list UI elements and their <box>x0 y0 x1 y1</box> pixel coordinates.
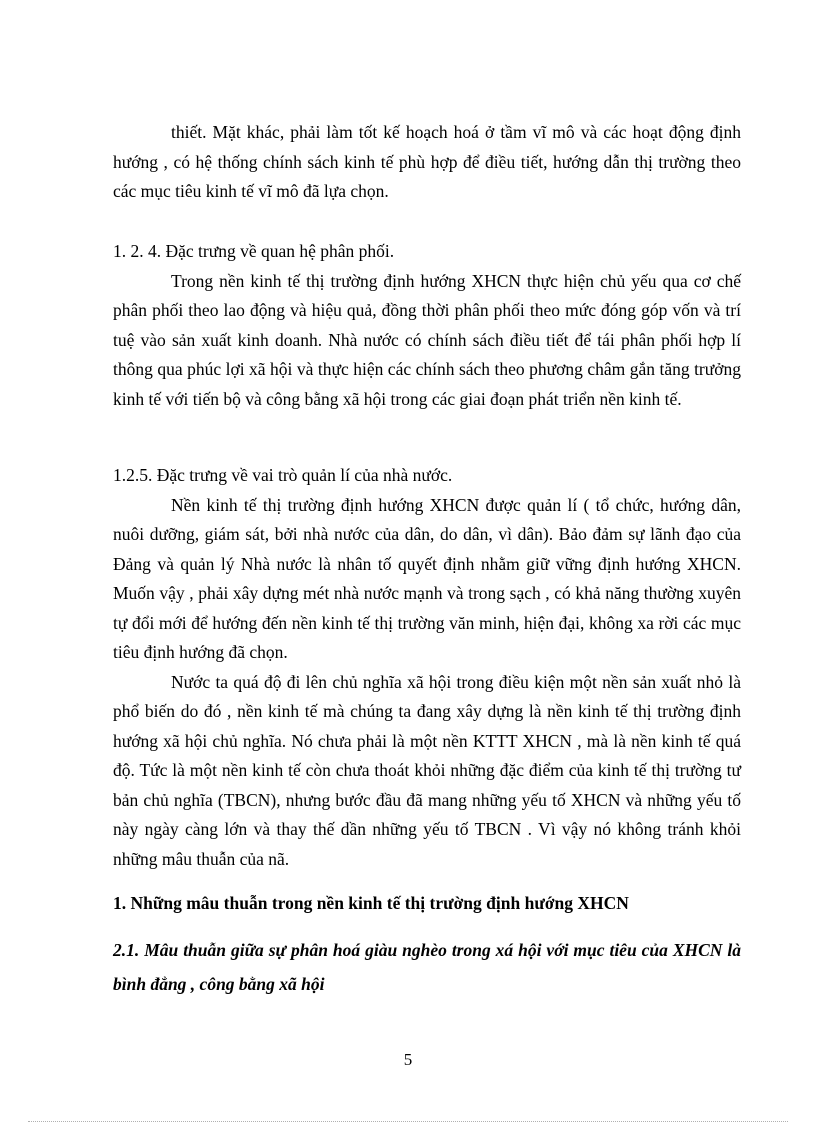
continuation-paragraph-block <box>113 118 741 207</box>
section-1-2-5-body-2: Nước ta quá độ đi lên chủ nghĩa xã hội trong điều kiện một nền sản xuất nhỏ là phổ biến do đó , nền kinh tế mà chúng ta đang xây dựng là nền kinh tế thị trường định hướng xã hội chủ nghĩa. Nó chưa phải là một nền KTTT XHCN , mà là nền kinh tế quá độ. Tức là một nền kinh tế còn chưa thoát khỏi những đặc điểm của kinh tế thị trường tư bản chủ nghĩa (TBCN), nhưng bước đầu đã mang những yếu tố XHCN và những yếu tố này ngày càng lớn và thay thế dần những yếu tố TBCN . Vì vậy nó không tránh khỏi những mâu thuẫn của nã. <box>113 671 741 869</box>
section-1-2-5-body-1: Nền kinh tế thị trường định hướng XHCN được quản lí ( tổ chức, hướng dân, nuôi dưỡng, giám sát, bởi nhà nước của dân, do dân, vì dân). Bảo đảm sự lãnh đạo của Đảng và quản lý Nhà nước là nhân tố quyết định nhằm giữ vững định hướng XHCN. Muốn vậy , phải xây dựng mét nhà nước mạnh và trong sạch , có khả năng thường xuyên tự đổi mới để hướng đến nền kinh tế thị trường văn minh, hiện đại, không xa rời các mục tiêu định hướng đã chọn. <box>113 494 741 662</box>
section-1-2-4 <box>113 237 741 414</box>
section-contradictions-heading: 1. Những mâu thuẫn trong nền kinh tế thị trường định hướng XHCN <box>113 893 629 913</box>
page-number: 5 <box>403 1050 413 1069</box>
section-1-2-4-body: Trong nền kinh tế thị trường định hướng XHCN thực hiện chủ yếu qua cơ chế phân phối theo lao động và hiệu quả, đồng thời phân phối theo mức đóng góp vốn và trí tuệ vào sản xuất kinh doanh. Nhà nước có chính sách điều tiết để tái phân phối hợp lí thông qua phúc lợi xã hội và thực hiện các chính sách theo phương châm gắn tăng trưởng kinh tế với tiến bộ và công bằng xã hội trong các giai đoạn phát triển nền kinh tế. <box>113 270 741 409</box>
section-1-2-5-heading: 1.2.5. Đặc trưng về vai trò quản lí của nhà nước. <box>113 465 453 485</box>
page-bottom-divider <box>28 1121 788 1122</box>
section-1-2-4-heading: 1. 2. 4. Đặc trưng về quan hệ phân phối. <box>113 241 395 261</box>
section-1-2-5 <box>113 461 741 874</box>
continuation-paragraph: thiết. Mặt khác, phải làm tốt kế hoạch hoá ở tầm vĩ mô và các hoạt động định hướng , có hệ thống chính sách kinh tế phù hợp để điều tiết, hướng dẫn thị trường theo các mục tiêu kinh tế vĩ mô đã lựa chọn. <box>113 122 741 201</box>
subsection-2-1-heading: 2.1. Mâu thuẫn giữa sự phân hoá giàu nghèo trong xá hội với mục tiêu của XHCN là bình đẳng , công bằng xã hội <box>113 939 741 994</box>
section-contradictions <box>113 889 741 1001</box>
